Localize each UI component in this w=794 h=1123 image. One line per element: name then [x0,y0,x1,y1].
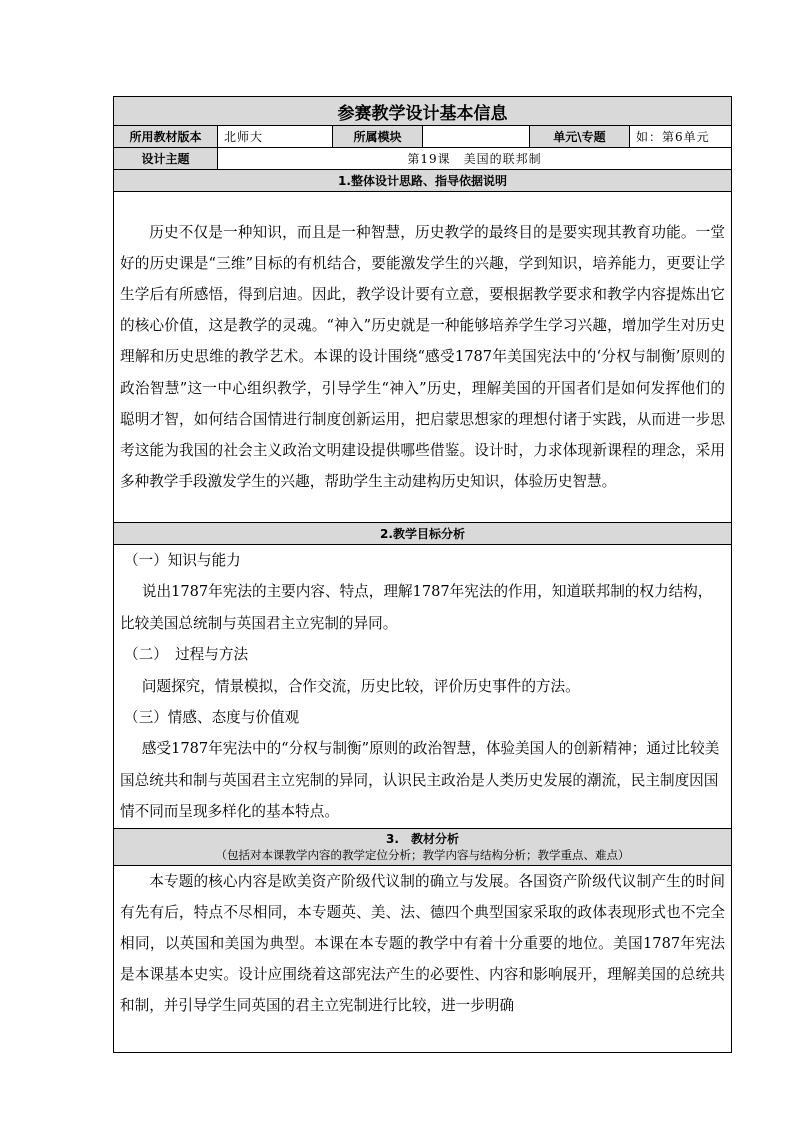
textbook-label: 所用教材版本 [114,126,218,148]
objective-text-values: 感受1787年宪法中的“分权与制衡”原则的政治智慧，体验美国人的创新精神；通过比较美国总统共和制与英国君主立宪制的异同，认识民主政治是人类历史发展的潮流，民主制度因国情不同而呈现多样化的基本特点。 [120,740,720,821]
objective-heading-values: （三）情感、态度与价值观 [124,709,300,727]
section2-body [114,545,732,829]
objective-heading-knowledge: （一）知识与能力 [124,552,241,569]
module-label: 所属模块 [333,126,423,148]
module-value [423,126,530,148]
unit-label: 单元\专题 [530,126,630,148]
section1-title: 1.整体设计思路、指导依据说明 [114,170,732,192]
topic-label: 设计主题 [114,148,218,170]
design-info-form [113,96,731,1053]
section2-title: 2.教学目标分析 [114,523,732,545]
section1-paragraph: 历史不仅是一种知识，而且是一种智慧，历史教学的最终目的是要实现其教育功能。一堂好的历史课是“三维”目标的有机结合，要能激发学生的兴趣，学到知识，培养能力，更要让学生学后有所感悟，得到启迪。因此，教学设计要有立意，要根据教学要求和教学内容提炼出它的核心价值，这是教学的灵魂。“神入”历史就是一种能够培养学生学习兴趣，增加学生对历史理解和历史思维的教学艺术。本课的设计围绕“感受1787年美国宪法中的‘分权与制衡’原则的政治智慧”这一中心组织教学，引导学生“神入”历史，理解美国的开国者们是如何发挥他们的聪明才智，如何结合国情进行制度创新运用，把启蒙思想家的理想付诸于实践，从而进一步思考这能为我国的社会主义政治文明建设提供哪些借鉴。设计时，力求体现新课程的理念，采用多种教学手段激发学生的兴趣，帮助学生主动建构历史知识，体验历史智慧。 [120,223,725,491]
section3-subtitle: （包括对本课教学内容的教学定位分析；教学内容与结构分析；教学重点、难点） [215,847,630,862]
form-title: 参赛教学设计基本信息 [114,97,732,126]
topic-value: 第19课 美国的联邦制 [218,148,732,170]
objective-text-process: 问题探究，情景模拟，合作交流，历史比较，评价历史事件的方法。 [141,677,580,695]
section3-paragraph: 本专题的核心内容是欧美资产阶级代议制的确立与发展。各国资产阶级代议制产生的时间有先有后，特点不尽相同，本专题英、美、法、德四个典型国家采取的政体表现形式也不完全相同，以英国和美国为典型。本课在本专题的教学中有着十分重要的地位。美国1787年宪法是本课基本史实。设计应围绕着这部宪法产生的必要性、内容和影响展开，理解美国的总统共和制，并引导学生同英国的君主立宪制进行比较，进一步明确 [120,872,725,1015]
objective-text-knowledge: 说出1787年宪法的主要内容、特点，理解1787年宪法的作用，知道联邦制的权力结构，比较美国总统制与英国君主立宪制的异同。 [120,583,713,632]
section3-header [114,828,732,865]
section3-body [114,865,732,1052]
unit-value: 如：第6单元 [630,126,732,148]
textbook-value: 北师大 [218,126,333,148]
objective-heading-process: （二） 过程与方法 [124,646,249,664]
section3-title: 3. 教材分析 [386,831,459,846]
section1-body [114,192,732,523]
info-table [113,96,732,1053]
